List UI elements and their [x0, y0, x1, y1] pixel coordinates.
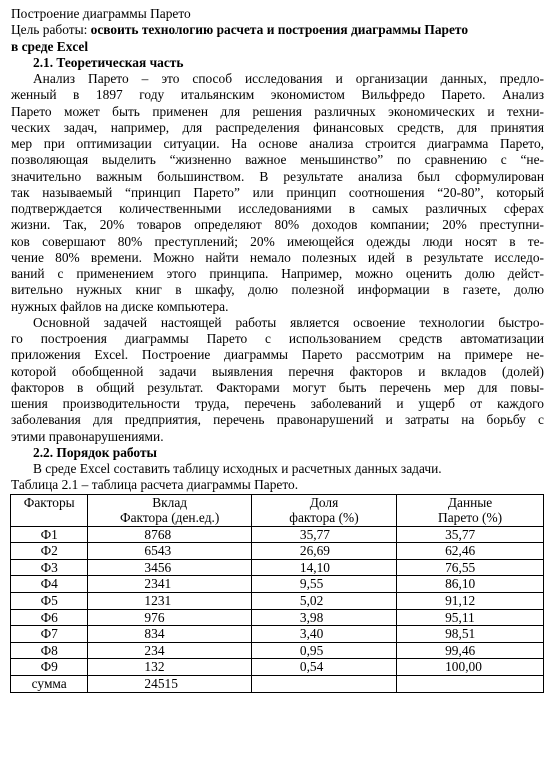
- share-cell: 26,69: [251, 543, 396, 560]
- theory-line: чение 80% времени. Можно найти немало полезных идей в результате исследо-: [11, 249, 544, 265]
- task-line: Основной задачей настоящей работы является освоение технологии быстро-: [33, 314, 544, 330]
- theory-line: ческих задач, например, для распределения финансовых средств, для принятия: [11, 119, 544, 135]
- task-line: шения производительности труда, перечень заболеваний и ущерб от каждого: [11, 396, 544, 411]
- pareto-table: [10, 494, 544, 693]
- theory-line: позволяющая выделить “жизненно важное меньшинство” по сравнению с “не-: [11, 152, 544, 168]
- factor-cell: Ф5: [11, 593, 88, 610]
- contribution-cell: 834: [88, 626, 251, 643]
- header-pareto: Данные Парето (%): [397, 494, 544, 526]
- pareto-cell: 99,46: [397, 642, 544, 659]
- theory-line: так называемый “принцип Парето” или принцип соотношения “20-80”, который: [11, 184, 544, 200]
- pareto-cell: 86,10: [397, 576, 544, 593]
- pareto-cell: 91,12: [397, 593, 544, 610]
- table-row: [11, 609, 544, 626]
- share-cell: 5,02: [251, 593, 396, 610]
- share-cell: 0,95: [251, 642, 396, 659]
- table-caption: Таблица 2.1 – таблица расчета диаграммы Парето.: [11, 477, 299, 493]
- table-row: [11, 526, 544, 543]
- section-heading-procedure: 2.2. Порядок работы: [33, 444, 157, 460]
- pareto-cell: 62,46: [397, 543, 544, 560]
- factor-cell: Ф9: [11, 659, 88, 676]
- share-cell: 35,77: [251, 526, 396, 543]
- paragraph-theory: [11, 71, 544, 315]
- section-heading-theory: 2.1. Теоретическая часть: [33, 54, 184, 70]
- procedure-text: В среде Excel составить таблицу исходных и расчетных данных задачи.: [33, 461, 442, 476]
- task-line: которой обобщенной задачи выявления перечня факторов и вкладов (долей): [11, 363, 544, 379]
- table-row: [11, 543, 544, 560]
- contribution-cell: 3456: [88, 559, 251, 576]
- contribution-cell: 24515: [88, 676, 251, 693]
- pareto-cell: 100,00: [397, 659, 544, 676]
- contribution-cell: 976: [88, 609, 251, 626]
- theory-line: жизни. Так, 20% товаров определяют 80% доходов компании; 20% преступни-: [11, 217, 544, 233]
- table-row: [11, 676, 544, 693]
- factor-cell: Ф2: [11, 543, 88, 560]
- pareto-cell: 98,51: [397, 626, 544, 643]
- paragraph-task: [11, 315, 544, 445]
- theory-line: мер при оптимизации ситуации. На основе анализа строится диаграмма Парето,: [11, 136, 544, 151]
- goal-text-2: в среде Excel: [11, 38, 89, 54]
- factor-cell: сумма: [11, 676, 88, 693]
- contribution-cell: 1231: [88, 593, 251, 610]
- share-cell: 0,54: [251, 659, 396, 676]
- task-line: заболевания для предприятия, перечень правонарушений и затраты на борьбу с: [11, 412, 544, 428]
- contribution-cell: 234: [88, 642, 251, 659]
- theory-line: ков совершают 80% преступлений; 20% имеющейся одежды люди носят в те-: [11, 233, 544, 249]
- share-cell: 3,98: [251, 609, 396, 626]
- table-row: [11, 626, 544, 643]
- table-header-row: [11, 494, 544, 526]
- header-factors: Факторы: [11, 494, 88, 526]
- task-line: го построения диаграммы Парето с использованием средств автоматизации: [11, 331, 544, 346]
- header-share: Доля фактора (%): [251, 494, 396, 526]
- theory-line: женный в 1897 году итальянским экономистом Вильфредо Парето. Анализ: [11, 87, 544, 103]
- pareto-cell: 76,55: [397, 559, 544, 576]
- theory-line: Парето может быть применен для решения различных экономических и техни-: [11, 103, 544, 119]
- factor-cell: Ф3: [11, 559, 88, 576]
- theory-line: нужных файлов на диске компьютера.: [11, 298, 229, 314]
- table-row: [11, 576, 544, 593]
- factor-cell: Ф7: [11, 626, 88, 643]
- share-cell: 3,40: [251, 626, 396, 643]
- task-line: приложения Excel. Построение диаграммы Парето рассмотрим на примере не-: [11, 347, 544, 363]
- theory-line: значительно важным большинством. В результате анализа был сформулирован: [11, 168, 544, 184]
- pareto-cell: [397, 676, 544, 693]
- share-cell: [251, 676, 396, 693]
- header-contribution: Вклад Фактора (ден.ед.): [88, 494, 251, 526]
- goal-prefix: Цель работы:: [11, 22, 91, 38]
- theory-line: вительно нужных книг в шкафу, долю полезной информации в газете, долю: [11, 282, 544, 298]
- task-line: факторов в общий результат. Факторами могут быть перечень мер для повы-: [11, 379, 544, 395]
- pareto-cell: 35,77: [397, 526, 544, 543]
- contribution-cell: 2341: [88, 576, 251, 593]
- goal-line-2: [11, 39, 544, 55]
- table-row: [11, 559, 544, 576]
- theory-line: Анализ Парето – это способ исследования и организации данных, предло-: [33, 71, 544, 86]
- contribution-cell: 6543: [88, 543, 251, 560]
- table-row: [11, 659, 544, 676]
- share-cell: 9,55: [251, 576, 396, 593]
- table-row: [11, 593, 544, 610]
- factor-cell: Ф4: [11, 576, 88, 593]
- task-line: этими правонарушениями.: [11, 428, 164, 444]
- theory-line: подтверждается количественными исследованиями в самых различных сферах: [11, 201, 544, 216]
- table-row: [11, 642, 544, 659]
- factor-cell: Ф8: [11, 642, 88, 659]
- factor-cell: Ф6: [11, 609, 88, 626]
- theory-line: ваний с применением этого принципа. Например, можно оценить долю дейст-: [11, 266, 544, 281]
- share-cell: 14,10: [251, 559, 396, 576]
- contribution-cell: 8768: [88, 526, 251, 543]
- doc-title: Построение диаграммы Парето: [11, 6, 191, 21]
- goal-text-1: освоить технологию расчета и построения диаграммы Парето: [90, 22, 469, 38]
- pareto-cell: 95,11: [397, 609, 544, 626]
- goal-line-1: [11, 22, 544, 38]
- factor-cell: Ф1: [11, 526, 88, 543]
- contribution-cell: 132: [88, 659, 251, 676]
